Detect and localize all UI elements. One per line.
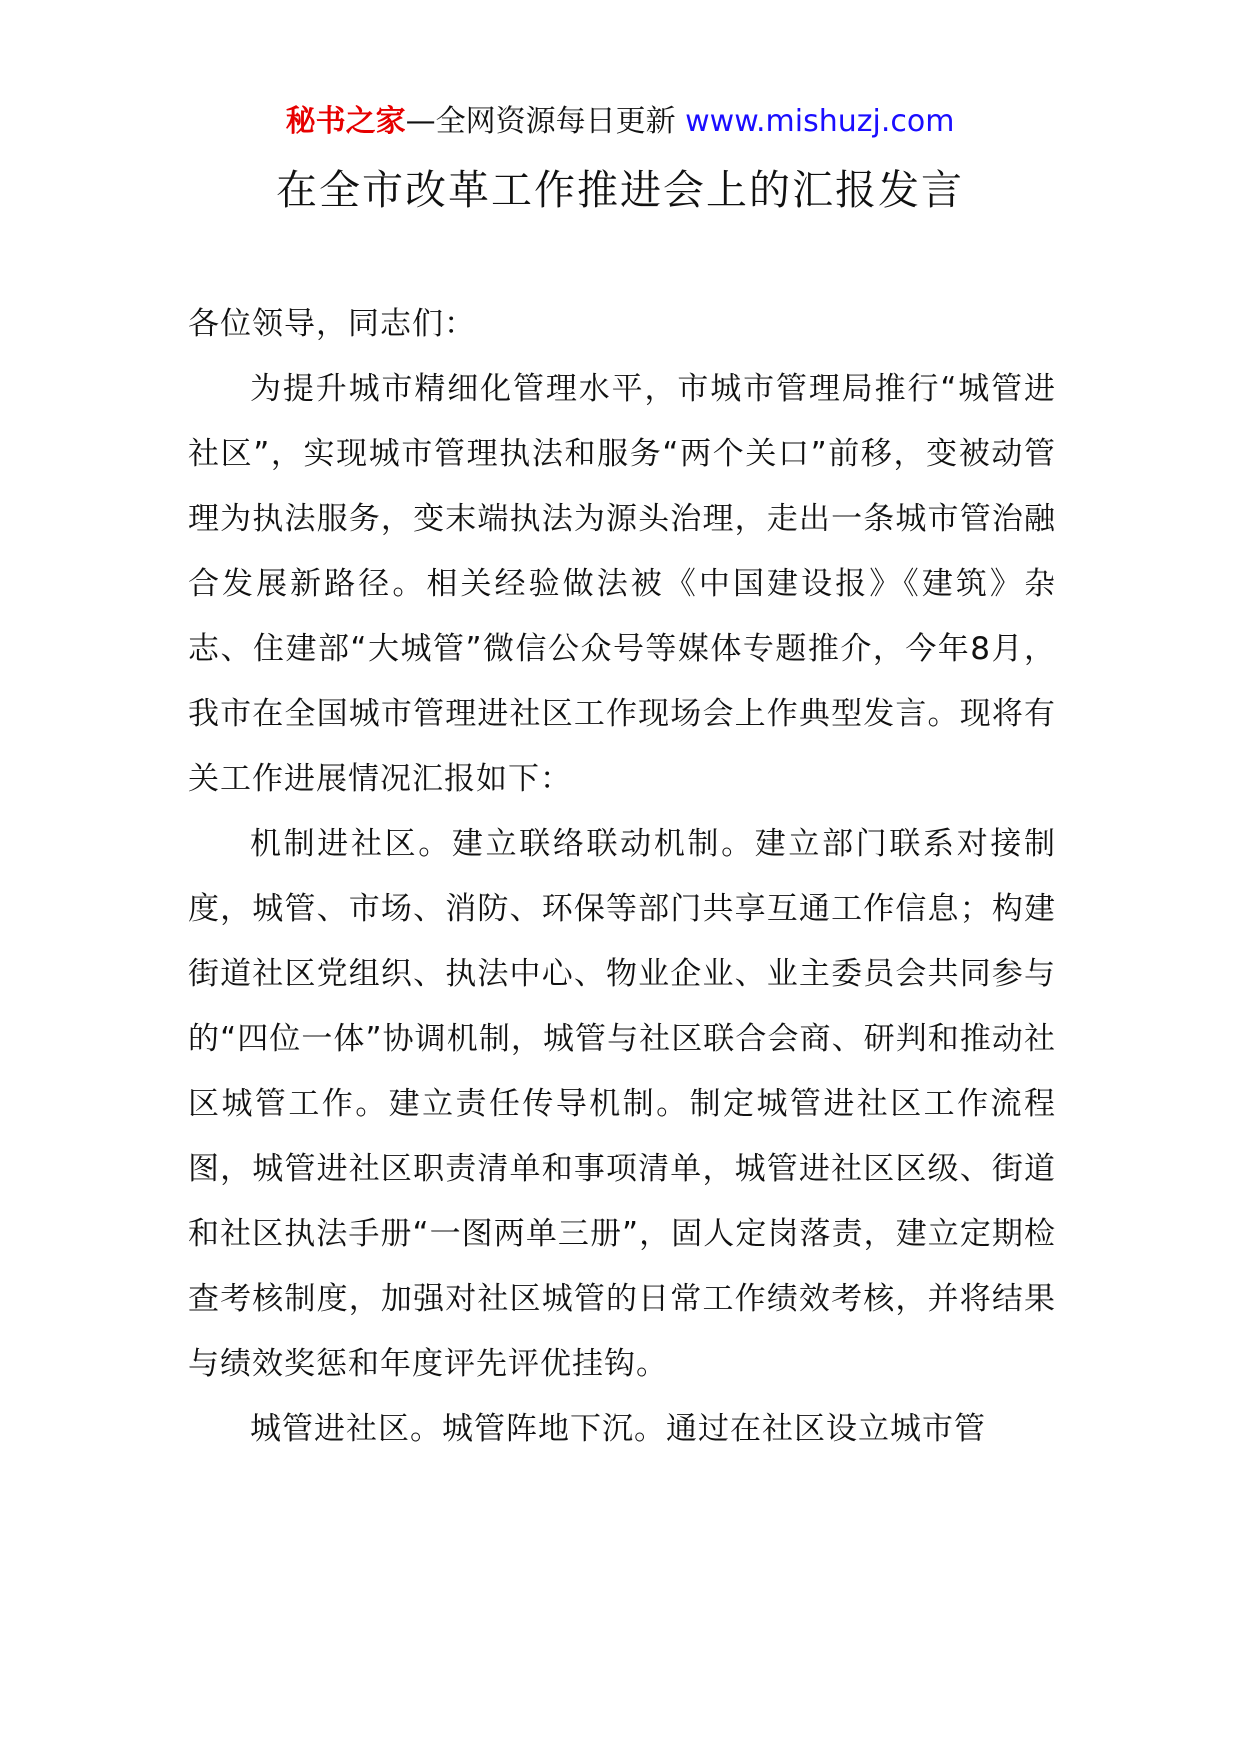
site-brand: 秘书之家 (285, 104, 406, 139)
document-body (188, 292, 1056, 1462)
site-tagline: —全网资源每日更新 (405, 104, 676, 139)
site-url-link[interactable]: www.mishuzj.com (685, 104, 955, 139)
site-header (0, 100, 1240, 144)
paragraph-urban-management: 城管进社区。城管阵地下沉。通过在社区设立城市管 (250, 1411, 986, 1447)
paragraph-mechanism: 机制进社区。建立联络联动机制。建立部门联系对接制度，城管、市场、消防、环保等部门共享互通工作信息；构建街道社区党组织、执法中心、物业企业、业主委员会共同参与的“四位一体”协调机制，城管与社区联合会商、研判和推动社区城管工作。建立责任传导机制。制定城管进社区工作流程图，城管进社区职责清单和事项清单，城管进社区区级、街道和社区执法手册“一图两单三册”，固人定岗落责，建立定期检查考核制度，加强对社区城管的日常工作绩效考核，并将结果与绩效奖惩和年度评先评优挂钩。 (188, 826, 1056, 1382)
greeting-line: 各位领导，同志们： (188, 306, 476, 342)
document-title: 在全市改革工作推进会上的汇报发言 (276, 166, 964, 214)
paragraph-intro: 为提升城市精细化管理水平，市城市管理局推行“城管进社区”，实现城市管理执法和服务“两个关口”前移，变被动管理为执法服务，变末端执法为源头治理，走出一条城市管治融合发展新路径。相关经验做法被《中国建设报》《建筑》杂志、住建部“大城管”微信公众号等媒体专题推介，今年8月，我市在全国城市管理进社区工作现场会上作典型发言。现将有关工作进展情况汇报如下： (188, 371, 1056, 797)
